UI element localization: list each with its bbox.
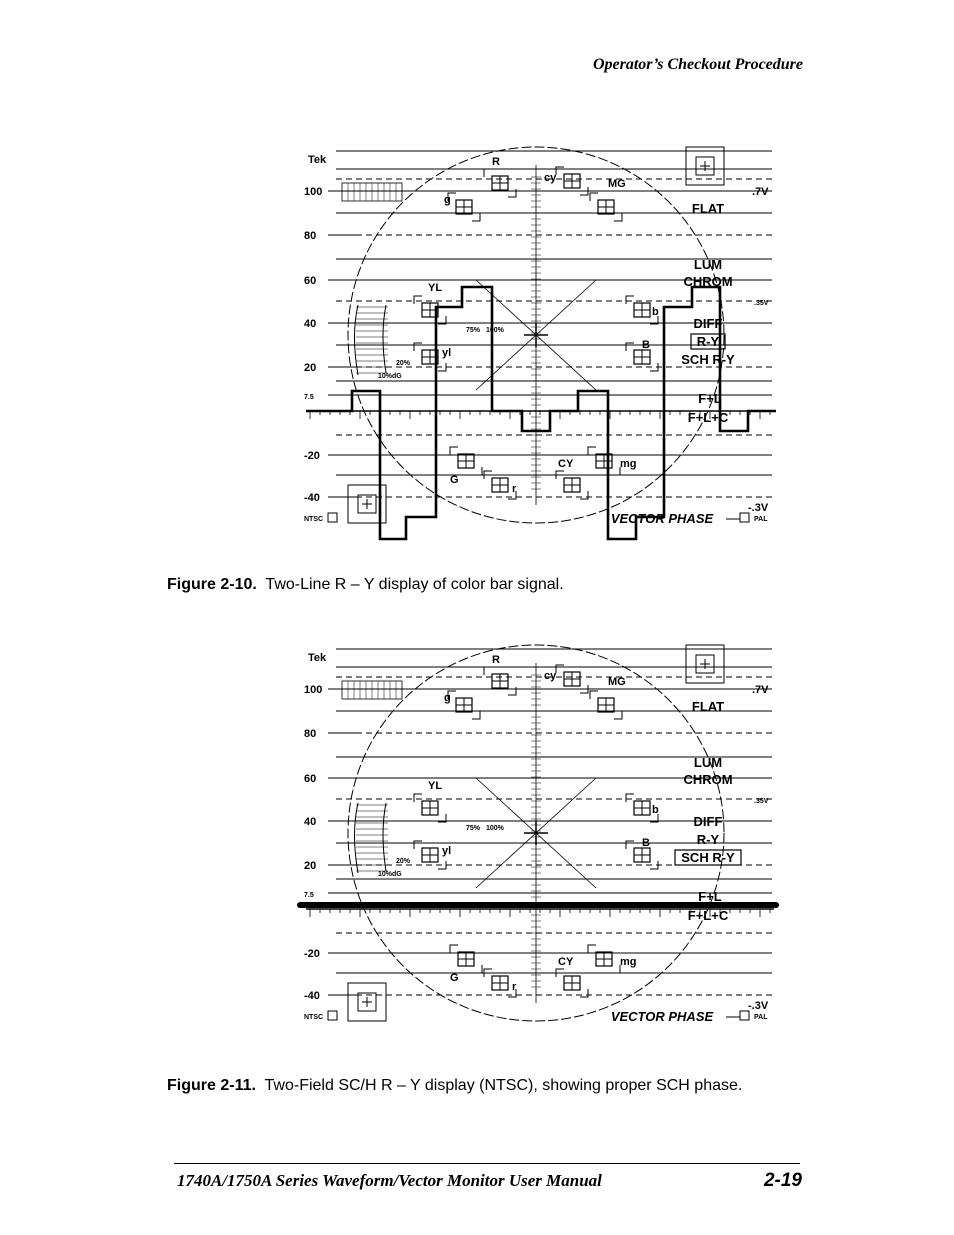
vector-label: R (492, 654, 500, 666)
phase-arc (355, 305, 359, 375)
voltage-label: -.3V (748, 1000, 769, 1012)
vector-bracket (556, 665, 564, 673)
phase-arc (355, 803, 359, 873)
scale-label: 40 (304, 816, 317, 828)
pal-icon (740, 1011, 749, 1020)
vector-label: g (444, 692, 451, 704)
vector-label: CY (558, 956, 574, 968)
vector-label: mg (620, 956, 637, 968)
vector-label: b (652, 306, 659, 318)
percent-mark: 100% (486, 327, 504, 334)
menu-label: F+L+C (687, 410, 729, 425)
vector-bracket (612, 467, 620, 475)
vector-bracket (414, 296, 422, 304)
scale-label: -40 (304, 492, 320, 504)
vector-bracket (450, 945, 458, 953)
vector-bracket (580, 989, 588, 997)
scale-label: 7.5 (304, 892, 314, 899)
menu-label: DIFF (693, 316, 723, 331)
standard-label: NTSC (304, 516, 324, 523)
scale-label: 7.5 (304, 394, 314, 401)
manual-title: 1740A/1750A Series Waveform/Vector Monitor User Manual (177, 1171, 602, 1190)
vector-label: YL (428, 780, 443, 792)
vector-bracket (472, 711, 480, 719)
vector-label: YL (428, 282, 443, 294)
vector-bracket (474, 467, 482, 475)
vector-label: MG (608, 178, 626, 190)
scale-label: 100 (304, 186, 323, 198)
vector-label: yl (442, 347, 452, 359)
vector-bracket (588, 447, 596, 455)
vector-label: mg (620, 458, 637, 470)
menu-label: FLAT (691, 201, 725, 216)
percent-mark: 10%dG (378, 871, 402, 878)
vector-label: r (512, 483, 517, 495)
vector-bracket (484, 667, 492, 675)
figure-2-10-caption (167, 576, 564, 594)
vector-label: B (642, 837, 650, 849)
vector-bracket (414, 343, 422, 351)
figure-2-11-caption (167, 1077, 742, 1095)
voltage-label: -.3V (748, 502, 769, 514)
menu-label: SCH R-Y (681, 352, 735, 367)
graticule-svg (296, 643, 786, 1043)
vector-bracket (450, 447, 458, 455)
standard-label: PAL (754, 516, 768, 523)
pal-icon (740, 513, 749, 522)
vector-label: G (450, 474, 459, 486)
vector-bracket (614, 213, 622, 221)
voltage-label: .35V (754, 798, 769, 805)
footer-rule (174, 1163, 800, 1164)
vector-bracket (626, 296, 634, 304)
figure-label: Figure 2-10. (167, 576, 257, 593)
vector-label: yl (442, 845, 452, 857)
menu-label: R-Y (696, 832, 720, 847)
vector-bracket (626, 841, 634, 849)
vector-label: MG (608, 676, 626, 688)
scale-label: 100 (304, 684, 323, 696)
menu-label: SCH R-Y (681, 850, 735, 865)
menu-label: FLAT (691, 699, 725, 714)
page-number: 2-19 (763, 1170, 802, 1191)
menu-label: F+L (698, 889, 722, 904)
figure-caption-text: Two-Field SC/H R – Y display (NTSC), showing proper SCH phase. (264, 1077, 743, 1094)
scale-label: -20 (304, 450, 320, 462)
scale-label: -20 (304, 948, 320, 960)
vector-bracket (612, 965, 620, 973)
menu-label: DIFF (693, 814, 723, 829)
mode-label: VECTOR PHASE (610, 1009, 714, 1024)
percent-mark: 75% (466, 825, 481, 832)
graticule-svg (296, 145, 786, 545)
vector-bracket (626, 343, 634, 351)
ntsc-icon (328, 1011, 337, 1020)
vector-bracket (626, 794, 634, 802)
percent-mark: 100% (486, 825, 504, 832)
vector-bracket (614, 711, 622, 719)
vector-label: b (652, 804, 659, 816)
mode-label: VECTOR PHASE (610, 511, 714, 526)
scale-label: 60 (304, 275, 317, 287)
voltage-label: .7V (752, 186, 769, 198)
phase-arc (383, 803, 386, 871)
vector-label: r (512, 981, 517, 993)
vector-bracket (414, 841, 422, 849)
menu-label: F+L+C (687, 908, 729, 923)
scale-label: 20 (304, 860, 317, 872)
percent-mark: 20% (396, 360, 411, 367)
figure-label: Figure 2-11. (167, 1077, 256, 1094)
figure-2-11-graticule (296, 643, 786, 1043)
vector-label: cy (544, 172, 557, 184)
scale-label: 40 (304, 318, 317, 330)
standard-label: PAL (754, 1014, 768, 1021)
scale-label: -40 (304, 990, 320, 1002)
menu-label: LUM (693, 257, 723, 272)
brand-label: Tek (308, 652, 327, 664)
scale-label: 80 (304, 230, 317, 242)
vector-bracket (484, 169, 492, 177)
menu-label: F+L (698, 391, 722, 406)
vector-bracket (590, 193, 598, 201)
menu-label: LUM (693, 755, 723, 770)
percent-mark: 20% (396, 858, 411, 865)
voltage-label: .7V (752, 684, 769, 696)
standard-label: NTSC (304, 1014, 324, 1021)
percent-mark: 75% (466, 327, 481, 334)
vector-bracket (590, 691, 598, 699)
phase-arc (383, 305, 386, 373)
menu-label: CHROM (683, 274, 733, 289)
vector-label: cy (544, 670, 557, 682)
vector-bracket (414, 794, 422, 802)
vector-bracket (580, 491, 588, 499)
vector-label: B (642, 339, 650, 351)
vector-bracket (588, 945, 596, 953)
vector-label: g (444, 194, 451, 206)
menu-label: CHROM (683, 772, 733, 787)
page-header: Operator’s Checkout Procedure (592, 56, 803, 73)
vector-label: G (450, 972, 459, 984)
scale-label: 60 (304, 773, 317, 785)
brand-label: Tek (308, 154, 327, 166)
vector-bracket (472, 213, 480, 221)
vector-bracket (508, 687, 516, 695)
menu-label: R-Y (696, 334, 720, 349)
vector-bracket (556, 167, 564, 175)
vector-bracket (474, 965, 482, 973)
voltage-label: .35V (754, 300, 769, 307)
scale-label: 20 (304, 362, 317, 374)
vector-label: CY (558, 458, 574, 470)
figure-2-10-graticule (296, 145, 786, 545)
ntsc-icon (328, 513, 337, 522)
vector-label: R (492, 156, 500, 168)
scale-label: 80 (304, 728, 317, 740)
percent-mark: 10%dG (378, 373, 402, 380)
vector-bracket (508, 189, 516, 197)
figure-caption-text: Two-Line R – Y display of color bar signal. (265, 576, 564, 593)
